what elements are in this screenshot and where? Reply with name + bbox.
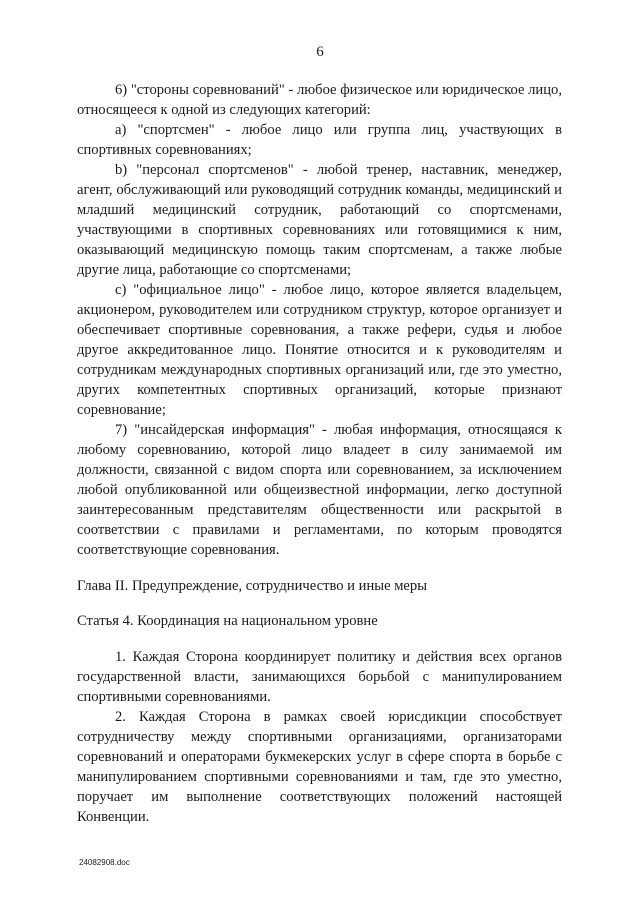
definition-6c-paragraph: c) "официальное лицо" - любое лицо, которое является владельцем, акционером, руководителем или сотрудником структур, которое организует и обеспечивает спортивные соревнования, а также рефери, судья и любое другое аккредитованное лицо. Понятие относится и к руководителям и сотрудникам международных спортивных организаций или, где это уместно, других компетентных спортивных организаций, которые признают соревнование;: [77, 282, 562, 418]
definition-7-paragraph: 7) "инсайдерская информация" - любая информация, относящаяся к любому соревнованию, которой лицо владеет в силу занимаемой им должности, связанной с видом спорта или соревнованием, за исключением любой опубликованной или общеизвестной информации, легко доступной заинтересованным представителям общественности или раскрытой в соответствии с правилами и регламентами, по которым проводятся соответствующие соревнования.: [77, 422, 562, 558]
chapter-heading: Глава II. Предупреждение, сотрудничество и иные меры: [77, 578, 428, 594]
definition-6a-paragraph: a) "спортсмен" - любое лицо или группа лиц, участвующих в спортивных соревнованиях;: [77, 122, 562, 158]
page-number: 6: [316, 44, 324, 60]
definition-6-paragraph: 6) "стороны соревнований" - любое физическое или юридическое лицо, относящееся к одной из следующих категорий:: [77, 82, 562, 118]
article-4-item-1: 1. Каждая Сторона координирует политику и действия всех органов государственной власти, занимающихся борьбой с манипулированием спортивными соревнованиями.: [77, 649, 562, 705]
article-4-item-2: 2. Каждая Сторона в рамках своей юрисдикции способствует сотрудничеству между спортивными организациями, организаторами соревнований и операторами букмекерских услуг в сфере спорта в борьбе с манипулированием спортивными соревнованиями и там, где это уместно, поручает им выполнение соответствующих положений настоящей Конвенции.: [77, 709, 562, 825]
definition-6b-paragraph: b) "персонал спортсменов" - любой тренер, наставник, менеджер, агент, обслуживающий или руководящий сотрудник команды, медицинский и младший медицинский сотрудник, работающий со спортсменами, участвующими в спортивных соревнованиях или готовящимися к ним, оказывающий медицинскую помощь таким спортсменам, а также любые другие лица, работающие со спортсменами;: [77, 162, 562, 278]
document-body: [77, 80, 562, 827]
article-heading: Статья 4. Координация на национальном уровне: [77, 613, 378, 629]
file-name-footer: 24082908.doc: [79, 858, 130, 867]
